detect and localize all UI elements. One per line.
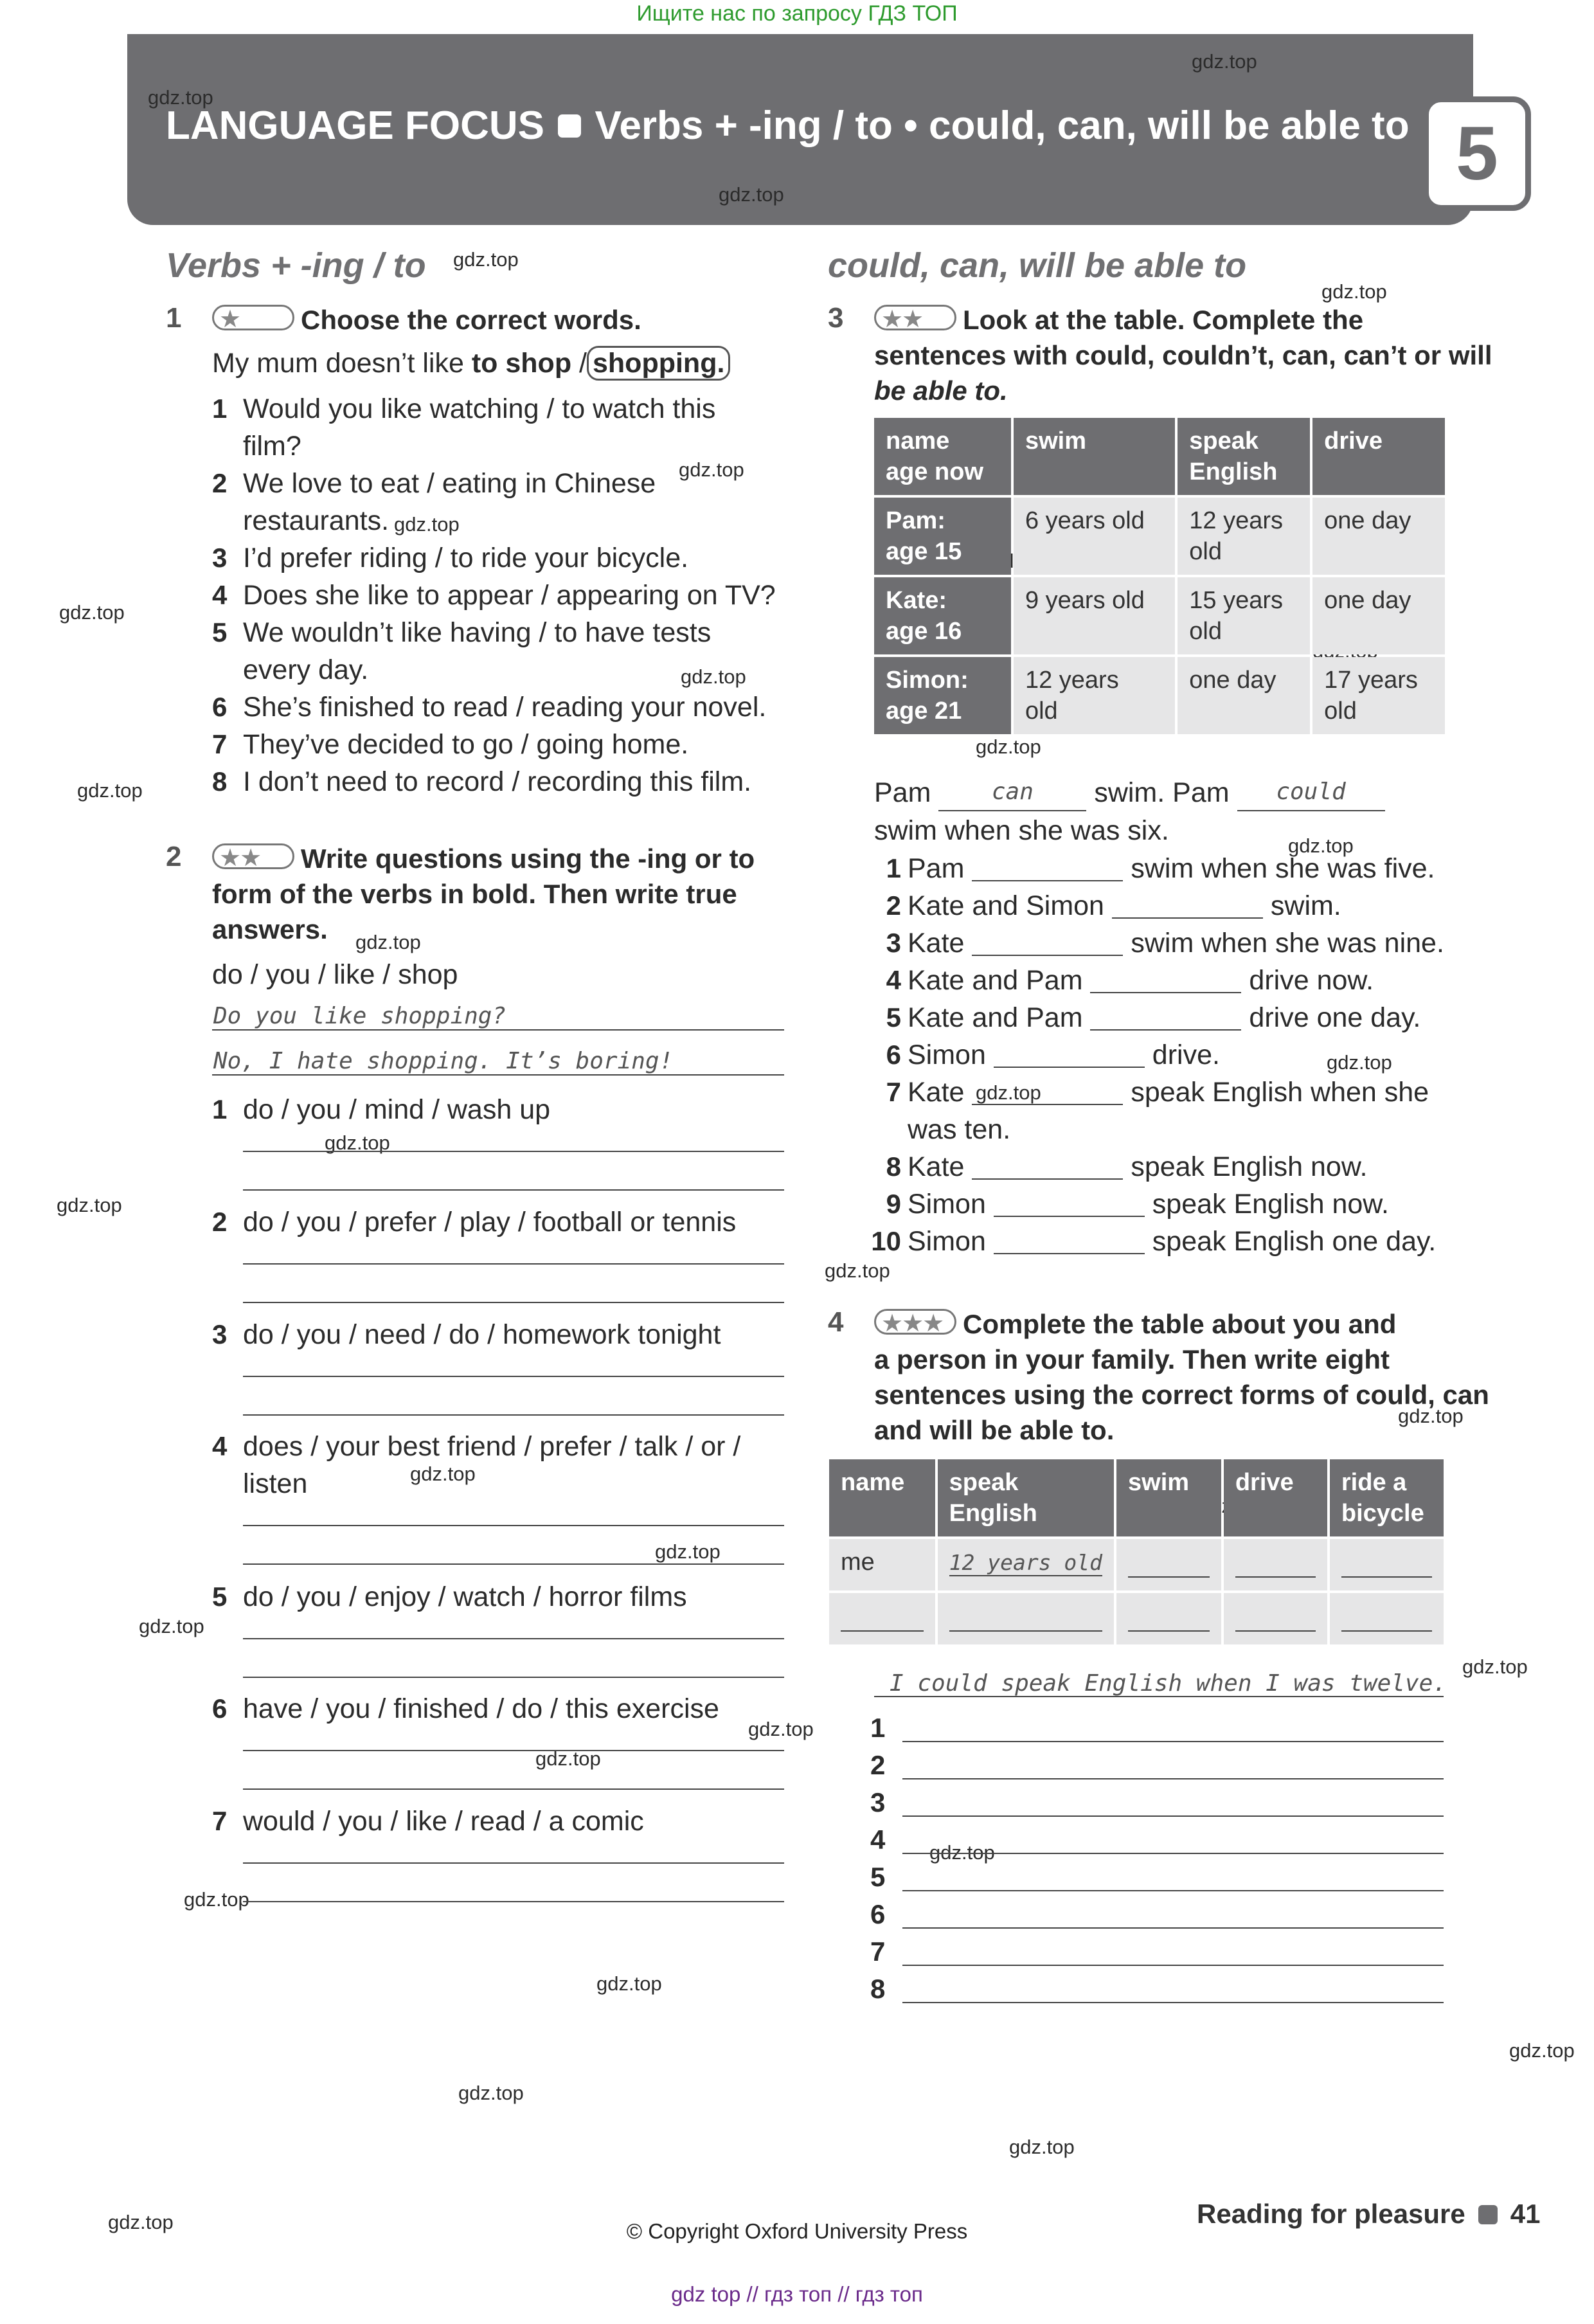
answer-line[interactable] xyxy=(243,1901,784,1902)
item-prompt: have / you / finished / do / this exercise xyxy=(243,1693,719,1724)
item-text: Simon xyxy=(908,1189,994,1220)
watermark: gdz.top xyxy=(458,2082,524,2104)
list-item xyxy=(865,925,1444,961)
answer-blank[interactable] xyxy=(972,1078,1123,1105)
example-text: My mum doesn’t like xyxy=(212,348,472,379)
difficulty-stars: ★★ xyxy=(212,843,294,869)
item-number: 1 xyxy=(886,853,901,883)
answer-blank[interactable] xyxy=(1341,1601,1432,1632)
watermark: gdz.top xyxy=(1192,50,1257,73)
watermark: gdz.top xyxy=(184,1888,249,1911)
exercise-example xyxy=(212,345,730,381)
item-text: I’d prefer riding / to ride your bicycle. xyxy=(243,543,689,573)
list-item xyxy=(865,851,1435,887)
answer-line[interactable] xyxy=(243,1677,784,1678)
answer-blank[interactable] xyxy=(994,1190,1145,1217)
answer-blank[interactable] xyxy=(1128,1601,1210,1632)
item-prompt-continued: listen xyxy=(243,1468,308,1499)
item-number: 7 xyxy=(886,1077,901,1107)
item-text: She’s finished to read / reading your novel. xyxy=(243,692,767,723)
answer-blank[interactable] xyxy=(994,1227,1145,1254)
answer-line[interactable] xyxy=(243,1263,784,1265)
item-number: 3 xyxy=(212,543,228,573)
watermark: gdz.top xyxy=(410,1463,476,1485)
answer-blank[interactable] xyxy=(972,1153,1123,1180)
exercise-number: 4 xyxy=(828,1306,844,1338)
example-separator: / xyxy=(571,348,587,379)
item-text-continued: film? xyxy=(243,431,301,462)
answer-line[interactable] xyxy=(902,1778,1444,1779)
watermark: gdz.top xyxy=(535,1747,601,1770)
watermark: gdz.top xyxy=(139,1615,204,1637)
list-item xyxy=(865,962,1374,998)
item-number: 2 xyxy=(212,468,228,498)
answer-line[interactable] xyxy=(902,1815,1444,1817)
exercise-instruction-line: sentences with could, couldn’t, can, can’t or will xyxy=(874,340,1492,370)
item-text: Kate and Simon xyxy=(908,890,1112,921)
example-option-2-circled: shopping. xyxy=(587,346,730,381)
item-text: speak English now. xyxy=(1123,1151,1368,1182)
item-number: 1 xyxy=(870,1713,886,1743)
exercise-instruction-line: and will be able to. xyxy=(874,1415,1115,1445)
watermark: gdz.top xyxy=(681,665,746,688)
table-cell: 12 years old xyxy=(1014,657,1175,734)
table-header-cell: swim xyxy=(1116,1459,1221,1536)
answer-line[interactable] xyxy=(902,1890,1444,1891)
item-prompt: do / you / enjoy / watch / horror films xyxy=(243,1581,687,1612)
item-text: swim when she was nine. xyxy=(1123,928,1444,959)
item-number: 6 xyxy=(886,1040,901,1070)
item-number: 3 xyxy=(870,1787,886,1817)
table-header-row xyxy=(874,418,1445,495)
ability-table xyxy=(872,415,1447,737)
answer-blank[interactable] xyxy=(1112,892,1263,919)
difficulty-stars: ★★★ xyxy=(874,1309,956,1335)
answer-line xyxy=(212,1074,784,1076)
list-item xyxy=(865,1037,1220,1073)
example-prompt: do / you / like / shop xyxy=(212,959,458,990)
table-header-cell: name age now xyxy=(874,418,1011,495)
answer-line[interactable] xyxy=(902,1853,1444,1854)
item-text: drive now. xyxy=(1241,965,1374,996)
family-table xyxy=(827,1457,1446,1647)
list-item xyxy=(865,888,1341,924)
answer-blank[interactable] xyxy=(1090,1004,1241,1031)
table-cell: one day xyxy=(1312,498,1445,575)
table-fill: 12 years old xyxy=(949,1550,1103,1575)
answer-blank[interactable] xyxy=(1235,1601,1316,1632)
exercise-number: 2 xyxy=(166,841,182,872)
table-row-header: Kate: age 16 xyxy=(874,577,1011,654)
item-number: 7 xyxy=(212,1806,228,1836)
item-number: 3 xyxy=(212,1319,228,1349)
answer-blank[interactable] xyxy=(1341,1547,1432,1578)
item-text: speak English when she xyxy=(1123,1077,1429,1108)
footer-section-label: Reading for pleasure xyxy=(1197,2199,1465,2229)
table-row xyxy=(874,498,1445,575)
answer-line[interactable] xyxy=(243,1788,784,1790)
table-cell[interactable] xyxy=(1116,1539,1221,1590)
copyright: © Copyright Oxford University Press xyxy=(626,2219,968,2243)
item-number: 7 xyxy=(870,1936,886,1967)
item-prompt: do / you / mind / wash up xyxy=(243,1094,551,1125)
item-number: 10 xyxy=(871,1226,901,1256)
answer-line[interactable] xyxy=(243,1151,784,1152)
footer-links[interactable]: gdz top // гдз топ // гдз топ xyxy=(671,2282,923,2306)
item-text: Kate and Pam xyxy=(908,965,1091,996)
watermark: gdz.top xyxy=(325,1131,390,1154)
footer-section xyxy=(1197,2199,1540,2229)
watermark: gdz.top xyxy=(748,1718,814,1740)
exercise-instruction-line: answers. xyxy=(212,914,328,944)
answer-line[interactable] xyxy=(902,1965,1444,1966)
item-prompt: do / you / need / do / homework tonight xyxy=(243,1319,721,1350)
answer-line[interactable] xyxy=(243,1563,784,1565)
item-number: 4 xyxy=(212,580,228,610)
watermark: gdz.top xyxy=(57,1194,122,1216)
table-cell: 6 years old xyxy=(1014,498,1175,575)
table-row-header: Pam: age 15 xyxy=(874,498,1011,575)
item-text: We love to eat / eating in Chinese xyxy=(243,468,656,499)
answer-line[interactable] xyxy=(243,1189,784,1191)
watermark: gdz.top xyxy=(825,1259,890,1282)
item-text: Pam xyxy=(908,853,972,884)
watermark: gdz.top xyxy=(1321,280,1387,303)
table-cell: 15 years old xyxy=(1178,577,1310,654)
item-number: 6 xyxy=(212,692,228,722)
answer-blank[interactable] xyxy=(972,854,1123,881)
watermark: gdz.top xyxy=(108,2211,174,2233)
exercise-3-example xyxy=(874,775,1385,814)
watermark: gdz.top xyxy=(1009,2136,1075,2158)
answer-blank[interactable] xyxy=(972,929,1123,956)
example-text: Pam xyxy=(874,777,931,808)
item-prompt: do / you / prefer / play / football or tennis xyxy=(243,1207,737,1238)
table-header-cell: ride a bicycle xyxy=(1330,1459,1444,1536)
item-text: They’ve decided to go / going home. xyxy=(243,729,689,760)
exercise-instruction-line: form of the verbs in bold. Then write true xyxy=(212,879,737,909)
watermark: gdz.top xyxy=(976,1081,1041,1104)
item-text: swim. xyxy=(1262,890,1341,921)
watermark: gdz.top xyxy=(77,779,143,802)
example-text: swim when she was six. xyxy=(874,815,1169,846)
answer-blank[interactable] xyxy=(841,1601,924,1632)
item-number: 5 xyxy=(886,1002,901,1032)
answer-line[interactable] xyxy=(902,1741,1444,1742)
answer-blank[interactable] xyxy=(994,1041,1145,1068)
item-text: I don’t need to record / recording this film. xyxy=(243,766,752,797)
answer-blank[interactable] xyxy=(949,1601,1102,1632)
watermark: gdz.top xyxy=(1509,2039,1575,2062)
table-header-row xyxy=(829,1459,1444,1536)
table-cell[interactable] xyxy=(1330,1593,1444,1644)
item-text: drive. xyxy=(1144,1040,1220,1070)
table-header-cell: drive xyxy=(1224,1459,1327,1536)
answer-line[interactable] xyxy=(902,2002,1444,2003)
item-number: 1 xyxy=(212,1094,228,1124)
difficulty-stars: ★★ xyxy=(874,305,956,330)
exercise-instruction-line: sentences using the correct forms of could, can xyxy=(874,1380,1489,1410)
item-text: Would you like watching / to watch this xyxy=(243,393,716,424)
table-cell: 9 years old xyxy=(1014,577,1175,654)
exercise-instruction-line: a person in your family. Then write eight xyxy=(874,1344,1390,1374)
answer-blank[interactable] xyxy=(1090,966,1241,993)
answer-line[interactable] xyxy=(243,1302,784,1303)
answer-line xyxy=(212,1029,784,1031)
section-title-verbs-ing-to: Verbs + -ing / to xyxy=(166,246,426,285)
item-text-continued: was ten. xyxy=(908,1114,1011,1145)
item-text: Simon xyxy=(908,1226,994,1257)
bullet-square-icon xyxy=(1478,2205,1498,2224)
list-item xyxy=(865,1074,1429,1110)
table-header-cell: speak English xyxy=(938,1459,1114,1536)
table-row xyxy=(829,1593,1444,1644)
answer-blank[interactable] xyxy=(1128,1547,1210,1578)
answer-line[interactable] xyxy=(243,1414,784,1416)
item-number: 2 xyxy=(870,1750,886,1780)
exercise-instruction: Choose the correct words. xyxy=(301,305,641,335)
item-number: 5 xyxy=(870,1862,886,1892)
item-text: Does she like to appear / appearing on TV? xyxy=(243,580,776,611)
table-header-cell: swim xyxy=(1014,418,1175,495)
answer-line[interactable] xyxy=(243,1376,784,1377)
example-question-answer: Do you like shopping? xyxy=(213,1003,506,1029)
list-item xyxy=(865,1149,1367,1185)
table-cell xyxy=(938,1539,1114,1590)
table-cell[interactable] xyxy=(829,1593,935,1644)
item-number: 8 xyxy=(886,1151,901,1182)
item-number: 4 xyxy=(886,965,901,995)
list-item xyxy=(865,1186,1389,1222)
item-prompt: would / you / like / read / a comic xyxy=(243,1806,644,1837)
item-number: 4 xyxy=(212,1431,228,1461)
example-answer: No, I hate shopping. It’s boring! xyxy=(213,1048,674,1074)
watermark: gdz.top xyxy=(1288,834,1354,857)
exercise-instruction-line: Complete the table about you and xyxy=(963,1309,1397,1339)
table-cell: one day xyxy=(1178,657,1310,734)
item-text: Kate xyxy=(908,1077,972,1108)
item-text: Simon xyxy=(908,1040,994,1070)
watermark: gdz.top xyxy=(59,601,125,624)
table-cell[interactable] xyxy=(1224,1593,1327,1644)
top-banner: Ищите нас по запросу ГДЗ ТОП xyxy=(636,1,958,26)
item-number: 8 xyxy=(870,1974,886,2004)
exercise-instruction-line: Look at the table. Complete the xyxy=(963,305,1364,335)
table-cell[interactable] xyxy=(1116,1593,1221,1644)
unit-number-badge: 5 xyxy=(1423,96,1531,211)
answer-line[interactable] xyxy=(243,1750,784,1751)
table-cell[interactable] xyxy=(1224,1539,1327,1590)
item-text-continued: restaurants. xyxy=(243,505,390,536)
item-text: speak English now. xyxy=(1144,1189,1389,1220)
item-number: 2 xyxy=(212,1207,228,1237)
example-sentence: I could speak English when I was twelve. xyxy=(890,1670,1447,1697)
example-fill-can: can xyxy=(991,779,1034,805)
example-fill-could: could xyxy=(1276,779,1346,805)
item-number: 2 xyxy=(886,890,901,921)
page-number: 41 xyxy=(1510,2199,1541,2229)
item-number: 3 xyxy=(886,928,901,958)
table-header-cell: speak English xyxy=(1178,418,1310,495)
table-cell: 17 years old xyxy=(1312,657,1445,734)
item-number: 7 xyxy=(212,729,228,759)
watermark: gdz.top xyxy=(394,513,460,536)
example-option-1: to shop xyxy=(471,348,572,379)
list-item xyxy=(865,1223,1436,1259)
answer-line[interactable] xyxy=(243,1525,784,1526)
item-text: Kate xyxy=(908,928,972,959)
page-title xyxy=(166,103,1410,149)
bullet-square-icon xyxy=(558,114,581,138)
item-number: 6 xyxy=(212,1693,228,1724)
watermark: gdz.top xyxy=(355,931,421,953)
table-header-cell: drive xyxy=(1312,418,1445,495)
table-row xyxy=(874,657,1445,734)
table-row xyxy=(829,1539,1444,1590)
table-cell[interactable] xyxy=(938,1593,1114,1644)
watermark: gdz.top xyxy=(679,458,744,481)
table-cell[interactable] xyxy=(1330,1539,1444,1590)
item-text: Kate and Pam xyxy=(908,1002,1091,1033)
table-cell: 12 years old xyxy=(1178,498,1310,575)
table-header-cell: name xyxy=(829,1459,935,1536)
list-item xyxy=(865,1000,1420,1036)
table-row-header: Simon: age 21 xyxy=(874,657,1011,734)
item-text: We wouldn’t like having / to have tests xyxy=(243,617,712,648)
section-title-could-can: could, can, will be able to xyxy=(828,246,1247,285)
answer-blank[interactable] xyxy=(1235,1547,1316,1578)
exercise-instruction-line: Write questions using the -ing or to xyxy=(301,843,755,874)
item-text-continued: every day. xyxy=(243,654,369,685)
title-topic: Verbs + -ing / to • could, can, will be able to xyxy=(595,104,1410,148)
item-number: 1 xyxy=(212,393,228,424)
exercise-instruction-line: be able to. xyxy=(874,375,1008,406)
answer-line[interactable] xyxy=(243,1862,784,1864)
watermark: gdz.top xyxy=(1462,1655,1528,1678)
exercise-number: 1 xyxy=(166,302,182,334)
watermark: gdz.top xyxy=(976,735,1041,758)
watermark: gdz.top xyxy=(148,86,213,109)
item-text: drive one day. xyxy=(1241,1002,1421,1033)
item-number: 5 xyxy=(212,1581,228,1612)
difficulty-stars: ★ xyxy=(212,305,294,330)
watermark: gdz.top xyxy=(719,183,784,206)
item-number: 4 xyxy=(870,1824,886,1855)
example-text: swim. Pam xyxy=(1094,777,1230,808)
exercise-number: 3 xyxy=(828,302,844,334)
item-prompt: does / your best friend / prefer / talk / or / xyxy=(243,1431,741,1462)
item-number: 6 xyxy=(870,1899,886,1929)
answer-line[interactable] xyxy=(902,1927,1444,1929)
item-number: 9 xyxy=(886,1189,901,1219)
watermark: gdz.top xyxy=(453,248,519,271)
watermark: gdz.top xyxy=(596,1972,662,1995)
table-row xyxy=(874,577,1445,654)
title-language-focus: LANGUAGE FOCUS xyxy=(166,104,544,148)
watermark: gdz.top xyxy=(929,1841,995,1864)
item-text: swim when she was five. xyxy=(1123,853,1435,884)
table-cell: one day xyxy=(1312,577,1445,654)
item-text: Kate xyxy=(908,1151,972,1182)
watermark: gdz.top xyxy=(1327,1051,1392,1074)
watermark: gdz.top xyxy=(1398,1405,1464,1427)
item-text: speak English one day. xyxy=(1144,1226,1437,1257)
watermark: gdz.top xyxy=(655,1540,721,1563)
answer-line xyxy=(874,1696,1444,1697)
answer-line[interactable] xyxy=(243,1638,784,1639)
table-cell-name: me xyxy=(829,1539,935,1590)
item-number: 5 xyxy=(212,617,228,647)
item-number: 8 xyxy=(212,766,228,797)
